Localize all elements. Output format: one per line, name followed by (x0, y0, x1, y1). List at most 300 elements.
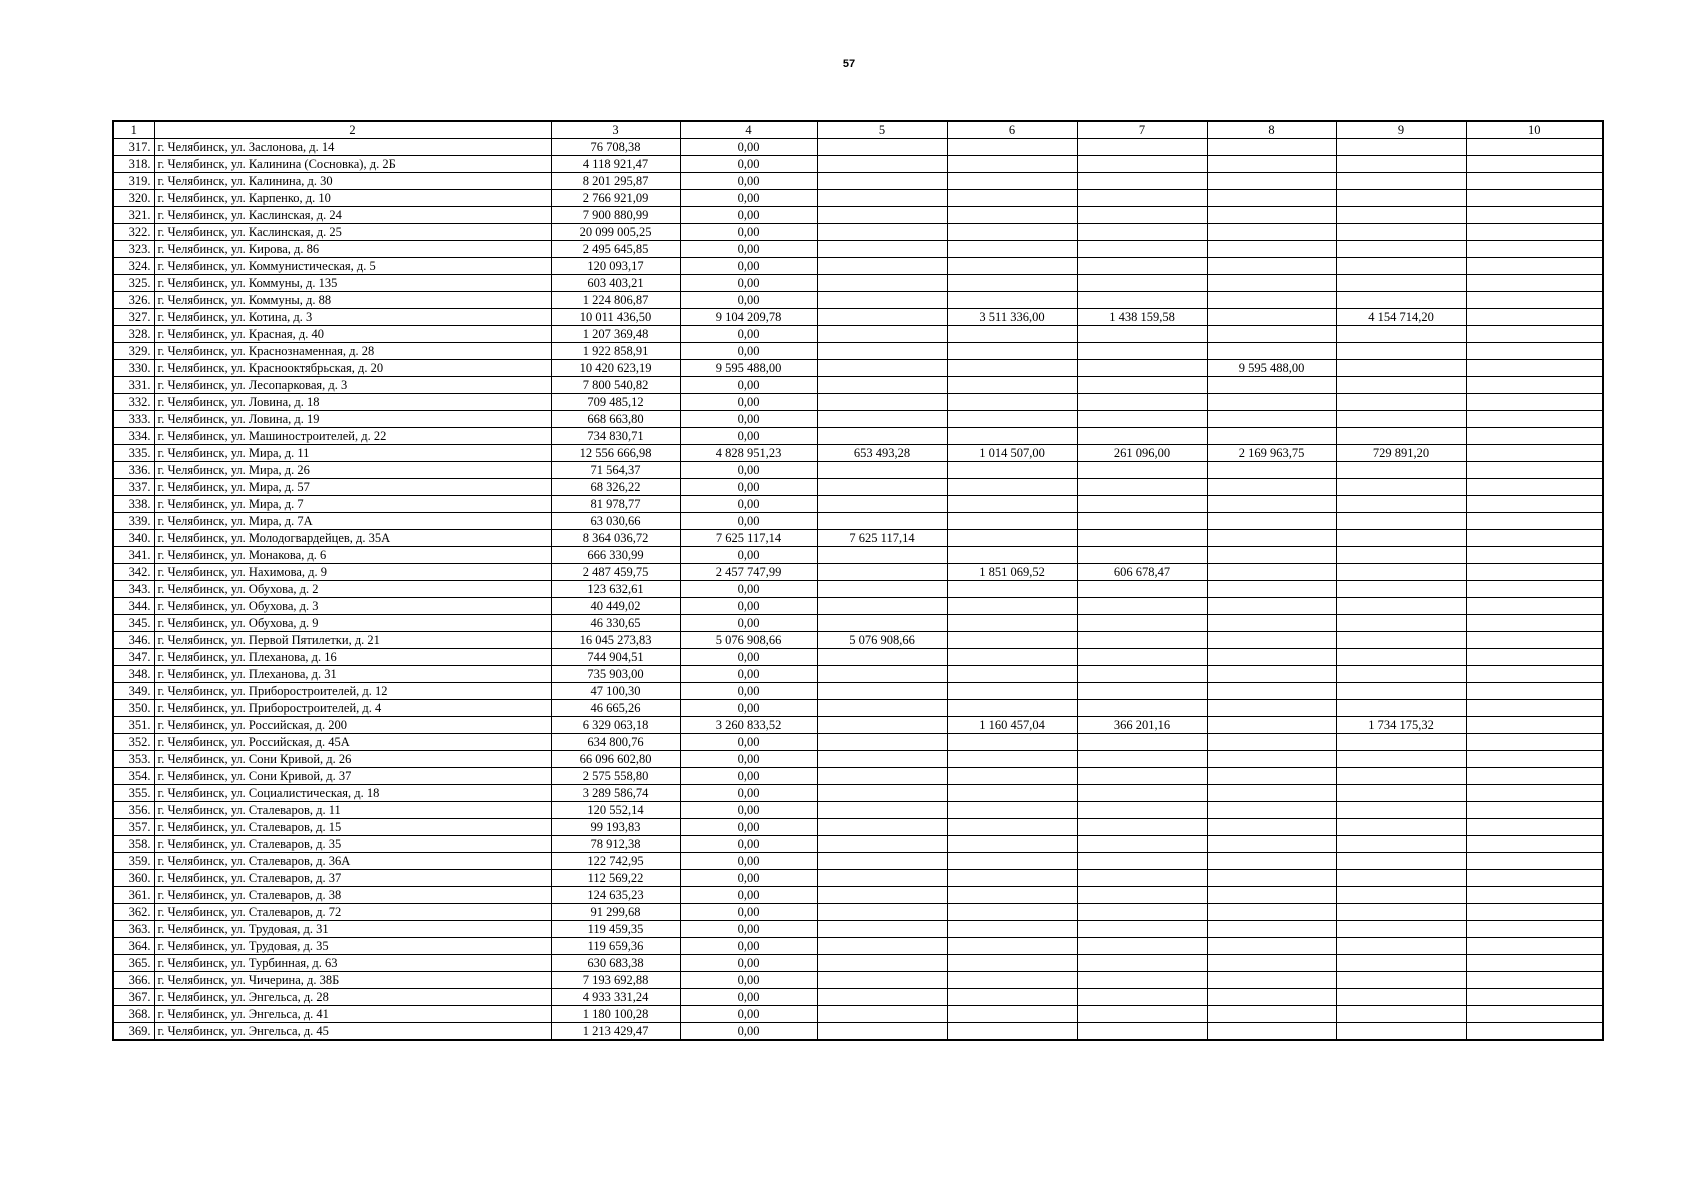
row-number-cell: 320. (113, 190, 154, 207)
col9-value-cell (1336, 1006, 1466, 1023)
row-number-cell: 332. (113, 394, 154, 411)
col4-value-cell: 0,00 (680, 751, 817, 768)
address-cell: г. Челябинск, ул. Трудовая, д. 31 (154, 921, 551, 938)
col5-value-cell (817, 496, 947, 513)
col6-value-cell (947, 870, 1077, 887)
col9-value-cell (1336, 547, 1466, 564)
col10-value-cell (1466, 462, 1603, 479)
col5-value-cell (817, 292, 947, 309)
col5-value-cell (817, 734, 947, 751)
row-number-cell: 366. (113, 972, 154, 989)
table-row (113, 751, 1603, 768)
column-header-1: 1 (113, 121, 154, 139)
col5-value-cell (817, 513, 947, 530)
col9-value-cell (1336, 785, 1466, 802)
table-row (113, 802, 1603, 819)
address-cell: г. Челябинск, ул. Карпенко, д. 10 (154, 190, 551, 207)
col10-value-cell (1466, 751, 1603, 768)
col7-value-cell (1077, 479, 1207, 496)
col6-value-cell (947, 275, 1077, 292)
col7-value-cell (1077, 921, 1207, 938)
address-cell: г. Челябинск, ул. Красная, д. 40 (154, 326, 551, 343)
col7-value-cell: 366 201,16 (1077, 717, 1207, 734)
table-row (113, 819, 1603, 836)
col8-value-cell (1207, 853, 1336, 870)
row-number-cell: 331. (113, 377, 154, 394)
row-number-cell: 322. (113, 224, 154, 241)
col5-value-cell (817, 819, 947, 836)
col8-value-cell (1207, 564, 1336, 581)
col3-value-cell: 1 207 369,48 (551, 326, 680, 343)
table-row (113, 853, 1603, 870)
col4-value-cell: 3 260 833,52 (680, 717, 817, 734)
col3-value-cell: 99 193,83 (551, 819, 680, 836)
col6-value-cell: 1 160 457,04 (947, 717, 1077, 734)
col3-value-cell: 76 708,38 (551, 139, 680, 156)
col9-value-cell (1336, 530, 1466, 547)
col8-value-cell (1207, 887, 1336, 904)
col10-value-cell (1466, 1006, 1603, 1023)
address-cell: г. Челябинск, ул. Сони Кривой, д. 26 (154, 751, 551, 768)
col9-value-cell (1336, 581, 1466, 598)
col9-value-cell (1336, 751, 1466, 768)
col3-value-cell: 1 922 858,91 (551, 343, 680, 360)
row-number-cell: 343. (113, 581, 154, 598)
table-row (113, 581, 1603, 598)
col3-value-cell: 63 030,66 (551, 513, 680, 530)
address-cell: г. Челябинск, ул. Энгельса, д. 28 (154, 989, 551, 1006)
row-number-cell: 345. (113, 615, 154, 632)
col7-value-cell (1077, 513, 1207, 530)
row-number-cell: 351. (113, 717, 154, 734)
col4-value-cell: 0,00 (680, 904, 817, 921)
col5-value-cell (817, 972, 947, 989)
col10-value-cell (1466, 887, 1603, 904)
table-row (113, 598, 1603, 615)
col6-value-cell (947, 615, 1077, 632)
row-number-cell: 363. (113, 921, 154, 938)
col5-value-cell (817, 700, 947, 717)
col4-value-cell: 0,00 (680, 139, 817, 156)
col4-value-cell: 0,00 (680, 615, 817, 632)
col9-value-cell (1336, 734, 1466, 751)
row-number-cell: 341. (113, 547, 154, 564)
address-cell: г. Челябинск, ул. Ловина, д. 19 (154, 411, 551, 428)
col10-value-cell (1466, 802, 1603, 819)
col3-value-cell: 20 099 005,25 (551, 224, 680, 241)
address-cell: г. Челябинск, ул. Обухова, д. 3 (154, 598, 551, 615)
col7-value-cell (1077, 190, 1207, 207)
col5-value-cell (817, 139, 947, 156)
table-row (113, 836, 1603, 853)
table-row (113, 904, 1603, 921)
address-cell: г. Челябинск, ул. Коммунистическая, д. 5 (154, 258, 551, 275)
col5-value-cell (817, 836, 947, 853)
address-cell: г. Челябинск, ул. Сталеваров, д. 11 (154, 802, 551, 819)
col3-value-cell: 1 224 806,87 (551, 292, 680, 309)
col10-value-cell (1466, 445, 1603, 462)
col8-value-cell (1207, 768, 1336, 785)
col5-value-cell (817, 173, 947, 190)
col10-value-cell (1466, 581, 1603, 598)
col8-value-cell (1207, 1023, 1336, 1041)
row-number-cell: 353. (113, 751, 154, 768)
address-cell: г. Челябинск, ул. Каслинская, д. 24 (154, 207, 551, 224)
address-cell: г. Челябинск, ул. Сталеваров, д. 37 (154, 870, 551, 887)
row-number-cell: 367. (113, 989, 154, 1006)
col4-value-cell: 0,00 (680, 666, 817, 683)
col4-value-cell: 0,00 (680, 462, 817, 479)
col7-value-cell (1077, 1006, 1207, 1023)
col4-value-cell: 0,00 (680, 938, 817, 955)
col7-value-cell: 1 438 159,58 (1077, 309, 1207, 326)
col9-value-cell (1336, 275, 1466, 292)
col3-value-cell: 666 330,99 (551, 547, 680, 564)
col10-value-cell (1466, 632, 1603, 649)
col6-value-cell (947, 989, 1077, 1006)
col9-value-cell (1336, 870, 1466, 887)
col5-value-cell (817, 666, 947, 683)
column-header-6: 6 (947, 121, 1077, 139)
col8-value-cell (1207, 938, 1336, 955)
col5-value-cell (817, 547, 947, 564)
col5-value-cell: 653 493,28 (817, 445, 947, 462)
col8-value-cell (1207, 802, 1336, 819)
col6-value-cell (947, 513, 1077, 530)
col7-value-cell (1077, 139, 1207, 156)
row-number-cell: 365. (113, 955, 154, 972)
col3-value-cell: 71 564,37 (551, 462, 680, 479)
col10-value-cell (1466, 700, 1603, 717)
col5-value-cell (817, 683, 947, 700)
col8-value-cell (1207, 479, 1336, 496)
address-cell: г. Челябинск, ул. Обухова, д. 9 (154, 615, 551, 632)
col7-value-cell (1077, 853, 1207, 870)
table-row (113, 190, 1603, 207)
col9-value-cell (1336, 972, 1466, 989)
address-cell: г. Челябинск, ул. Российская, д. 45А (154, 734, 551, 751)
col5-value-cell (817, 462, 947, 479)
col8-value-cell (1207, 734, 1336, 751)
col6-value-cell (947, 921, 1077, 938)
col8-value-cell (1207, 275, 1336, 292)
table-row (113, 462, 1603, 479)
col9-value-cell: 729 891,20 (1336, 445, 1466, 462)
table-row (113, 513, 1603, 530)
row-number-cell: 326. (113, 292, 154, 309)
column-header-3: 3 (551, 121, 680, 139)
col7-value-cell (1077, 802, 1207, 819)
col3-value-cell: 735 903,00 (551, 666, 680, 683)
col6-value-cell (947, 955, 1077, 972)
address-cell: г. Челябинск, ул. Российская, д. 200 (154, 717, 551, 734)
col10-value-cell (1466, 292, 1603, 309)
table-row (113, 479, 1603, 496)
col9-value-cell (1336, 989, 1466, 1006)
column-header-8: 8 (1207, 121, 1336, 139)
col3-value-cell: 91 299,68 (551, 904, 680, 921)
col5-value-cell (817, 394, 947, 411)
address-cell: г. Челябинск, ул. Сталеваров, д. 38 (154, 887, 551, 904)
col3-value-cell: 7 800 540,82 (551, 377, 680, 394)
table-row (113, 530, 1603, 547)
col5-value-cell (817, 853, 947, 870)
address-cell: г. Челябинск, ул. Мира, д. 26 (154, 462, 551, 479)
col10-value-cell (1466, 513, 1603, 530)
col4-value-cell: 0,00 (680, 496, 817, 513)
col9-value-cell (1336, 190, 1466, 207)
table-row (113, 394, 1603, 411)
address-cell: г. Челябинск, ул. Машиностроителей, д. 22 (154, 428, 551, 445)
col3-value-cell: 10 011 436,50 (551, 309, 680, 326)
col5-value-cell (817, 1023, 947, 1041)
col6-value-cell (947, 479, 1077, 496)
col9-value-cell (1336, 921, 1466, 938)
col8-value-cell (1207, 547, 1336, 564)
col7-value-cell (1077, 700, 1207, 717)
col4-value-cell: 0,00 (680, 1006, 817, 1023)
col10-value-cell (1466, 836, 1603, 853)
col9-value-cell (1336, 360, 1466, 377)
col10-value-cell (1466, 326, 1603, 343)
column-header-9: 9 (1336, 121, 1466, 139)
col10-value-cell (1466, 309, 1603, 326)
col9-value-cell (1336, 955, 1466, 972)
table-row (113, 343, 1603, 360)
col4-value-cell: 0,00 (680, 479, 817, 496)
col9-value-cell (1336, 1023, 1466, 1041)
col8-value-cell (1207, 649, 1336, 666)
col4-value-cell: 2 457 747,99 (680, 564, 817, 581)
col8-value-cell (1207, 496, 1336, 513)
col3-value-cell: 68 326,22 (551, 479, 680, 496)
col4-value-cell: 0,00 (680, 411, 817, 428)
col6-value-cell (947, 785, 1077, 802)
col4-value-cell: 0,00 (680, 649, 817, 666)
address-cell: г. Челябинск, ул. Обухова, д. 2 (154, 581, 551, 598)
col5-value-cell (817, 887, 947, 904)
address-cell: г. Челябинск, ул. Плеханова, д. 31 (154, 666, 551, 683)
col10-value-cell (1466, 785, 1603, 802)
address-cell: г. Челябинск, ул. Калинина (Сосновка), д. 2Б (154, 156, 551, 173)
col5-value-cell (817, 479, 947, 496)
address-cell: г. Челябинск, ул. Чичерина, д. 38Б (154, 972, 551, 989)
col3-value-cell: 2 766 921,09 (551, 190, 680, 207)
table-row (113, 241, 1603, 258)
col7-value-cell (1077, 258, 1207, 275)
col6-value-cell (947, 632, 1077, 649)
col7-value-cell (1077, 292, 1207, 309)
address-cell: г. Челябинск, ул. Мира, д. 7А (154, 513, 551, 530)
col3-value-cell: 46 665,26 (551, 700, 680, 717)
col6-value-cell (947, 139, 1077, 156)
col8-value-cell (1207, 207, 1336, 224)
address-register-table (112, 120, 1604, 1041)
col8-value-cell (1207, 836, 1336, 853)
table-row (113, 955, 1603, 972)
col5-value-cell (817, 275, 947, 292)
col8-value-cell (1207, 139, 1336, 156)
col5-value-cell (817, 649, 947, 666)
col6-value-cell (947, 360, 1077, 377)
col4-value-cell: 0,00 (680, 870, 817, 887)
row-number-cell: 329. (113, 343, 154, 360)
col7-value-cell (1077, 411, 1207, 428)
table-row (113, 615, 1603, 632)
col6-value-cell (947, 547, 1077, 564)
col9-value-cell (1336, 343, 1466, 360)
table-row (113, 700, 1603, 717)
col6-value-cell (947, 598, 1077, 615)
col10-value-cell (1466, 156, 1603, 173)
col9-value-cell (1336, 853, 1466, 870)
address-cell: г. Челябинск, ул. Мира, д. 57 (154, 479, 551, 496)
table-row (113, 870, 1603, 887)
row-number-cell: 347. (113, 649, 154, 666)
col5-value-cell (817, 343, 947, 360)
col10-value-cell (1466, 870, 1603, 887)
col4-value-cell: 0,00 (680, 190, 817, 207)
col8-value-cell (1207, 411, 1336, 428)
col8-value-cell (1207, 156, 1336, 173)
row-number-cell: 339. (113, 513, 154, 530)
address-cell: г. Челябинск, ул. Турбинная, д. 63 (154, 955, 551, 972)
table-row (113, 972, 1603, 989)
col8-value-cell (1207, 921, 1336, 938)
col7-value-cell (1077, 224, 1207, 241)
row-number-cell: 358. (113, 836, 154, 853)
address-cell: г. Челябинск, ул. Монакова, д. 6 (154, 547, 551, 564)
col8-value-cell (1207, 394, 1336, 411)
row-number-cell: 368. (113, 1006, 154, 1023)
col4-value-cell: 0,00 (680, 802, 817, 819)
col5-value-cell (817, 581, 947, 598)
table-row (113, 309, 1603, 326)
col8-value-cell (1207, 717, 1336, 734)
col7-value-cell (1077, 547, 1207, 564)
col9-value-cell (1336, 326, 1466, 343)
col5-value-cell (817, 377, 947, 394)
col6-value-cell (947, 819, 1077, 836)
col3-value-cell: 4 118 921,47 (551, 156, 680, 173)
col10-value-cell (1466, 173, 1603, 190)
row-number-cell: 342. (113, 564, 154, 581)
col10-value-cell (1466, 598, 1603, 615)
col8-value-cell (1207, 462, 1336, 479)
address-cell: г. Челябинск, ул. Котина, д. 3 (154, 309, 551, 326)
col5-value-cell (817, 309, 947, 326)
col4-value-cell: 4 828 951,23 (680, 445, 817, 462)
col6-value-cell (947, 258, 1077, 275)
col3-value-cell: 630 683,38 (551, 955, 680, 972)
row-number-cell: 352. (113, 734, 154, 751)
col7-value-cell (1077, 428, 1207, 445)
col3-value-cell: 8 201 295,87 (551, 173, 680, 190)
col8-value-cell (1207, 530, 1336, 547)
row-number-cell: 334. (113, 428, 154, 445)
col7-value-cell (1077, 598, 1207, 615)
row-number-cell: 346. (113, 632, 154, 649)
col7-value-cell (1077, 462, 1207, 479)
table-row (113, 428, 1603, 445)
row-number-cell: 330. (113, 360, 154, 377)
col6-value-cell (947, 1006, 1077, 1023)
col9-value-cell (1336, 139, 1466, 156)
col9-value-cell (1336, 462, 1466, 479)
address-cell: г. Челябинск, ул. Приборостроителей, д. 12 (154, 683, 551, 700)
col6-value-cell (947, 768, 1077, 785)
table-row (113, 1023, 1603, 1041)
table-row (113, 1006, 1603, 1023)
col8-value-cell: 2 169 963,75 (1207, 445, 1336, 462)
col3-value-cell: 734 830,71 (551, 428, 680, 445)
col6-value-cell (947, 649, 1077, 666)
col7-value-cell (1077, 666, 1207, 683)
col8-value-cell (1207, 615, 1336, 632)
address-cell: г. Челябинск, ул. Заслонова, д. 14 (154, 139, 551, 156)
col7-value-cell: 606 678,47 (1077, 564, 1207, 581)
col5-value-cell (817, 258, 947, 275)
col9-value-cell (1336, 377, 1466, 394)
address-cell: г. Челябинск, ул. Трудовая, д. 35 (154, 938, 551, 955)
col10-value-cell (1466, 394, 1603, 411)
col6-value-cell: 1 851 069,52 (947, 564, 1077, 581)
col4-value-cell: 0,00 (680, 156, 817, 173)
col3-value-cell: 47 100,30 (551, 683, 680, 700)
col8-value-cell (1207, 700, 1336, 717)
col10-value-cell (1466, 921, 1603, 938)
col4-value-cell: 0,00 (680, 1023, 817, 1041)
address-cell: г. Челябинск, ул. Нахимова, д. 9 (154, 564, 551, 581)
col4-value-cell: 0,00 (680, 836, 817, 853)
row-number-cell: 364. (113, 938, 154, 955)
col3-value-cell: 744 904,51 (551, 649, 680, 666)
col4-value-cell: 0,00 (680, 853, 817, 870)
col7-value-cell (1077, 615, 1207, 632)
col7-value-cell (1077, 887, 1207, 904)
col7-value-cell (1077, 836, 1207, 853)
col8-value-cell (1207, 598, 1336, 615)
col7-value-cell (1077, 989, 1207, 1006)
col6-value-cell (947, 394, 1077, 411)
col5-value-cell (817, 870, 947, 887)
col5-value-cell (817, 411, 947, 428)
col4-value-cell: 0,00 (680, 343, 817, 360)
col3-value-cell: 78 912,38 (551, 836, 680, 853)
col3-value-cell: 46 330,65 (551, 615, 680, 632)
col3-value-cell: 6 329 063,18 (551, 717, 680, 734)
col6-value-cell (947, 1023, 1077, 1041)
table-row (113, 411, 1603, 428)
col5-value-cell: 5 076 908,66 (817, 632, 947, 649)
col3-value-cell: 124 635,23 (551, 887, 680, 904)
col4-value-cell: 9 595 488,00 (680, 360, 817, 377)
table-row (113, 547, 1603, 564)
col9-value-cell (1336, 394, 1466, 411)
column-header-4: 4 (680, 121, 817, 139)
col6-value-cell (947, 666, 1077, 683)
col9-value-cell (1336, 513, 1466, 530)
col3-value-cell: 10 420 623,19 (551, 360, 680, 377)
col8-value-cell: 9 595 488,00 (1207, 360, 1336, 377)
col3-value-cell: 120 552,14 (551, 802, 680, 819)
row-number-cell: 350. (113, 700, 154, 717)
col10-value-cell (1466, 819, 1603, 836)
address-cell: г. Челябинск, ул. Краснознаменная, д. 28 (154, 343, 551, 360)
col10-value-cell (1466, 564, 1603, 581)
address-cell: г. Челябинск, ул. Сталеваров, д. 15 (154, 819, 551, 836)
col10-value-cell (1466, 615, 1603, 632)
